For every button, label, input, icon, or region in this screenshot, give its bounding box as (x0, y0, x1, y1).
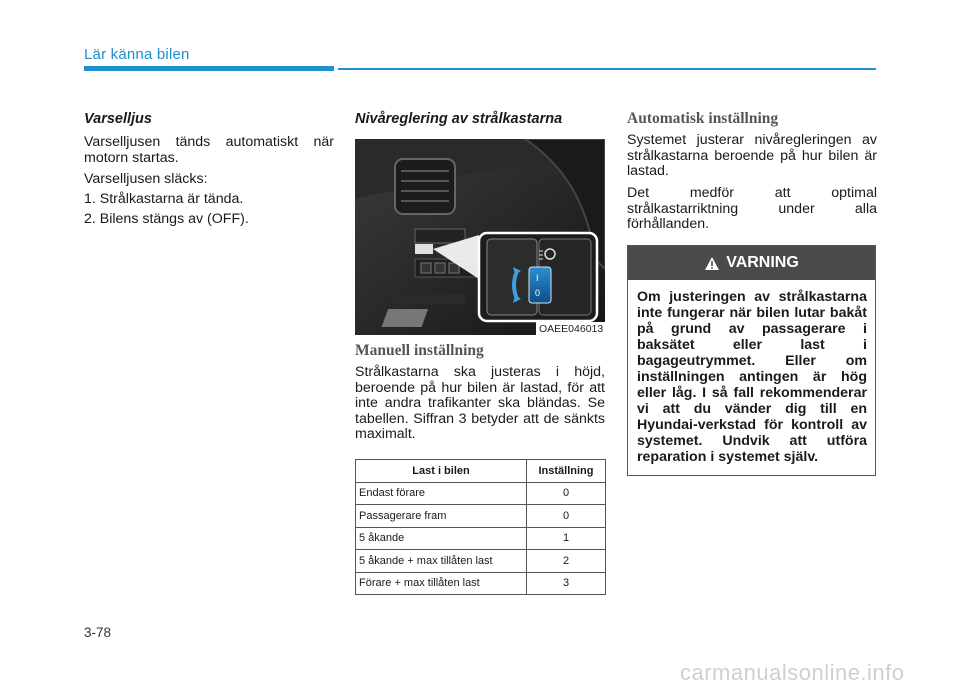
table-row (356, 505, 606, 528)
table-cell: 0 (527, 505, 606, 528)
warning-header (628, 246, 875, 280)
paragraph: Varselljusen tänds automatiskt när motorn startas. (84, 134, 334, 166)
paragraph: Varselljusen släcks: (84, 171, 208, 187)
section-title: Lär känna bilen (84, 46, 190, 63)
table-cell: 1 (527, 527, 606, 550)
header-rule-thin (338, 68, 876, 70)
table-header: Inställning (527, 460, 606, 483)
warning-triangle-icon (704, 256, 720, 271)
svg-text:0: 0 (535, 288, 541, 298)
dashboard-photo (355, 139, 605, 335)
paragraph: Det medför att optimal strålkastarriktning under alla förhållanden. (627, 185, 877, 232)
page-number: 3-78 (84, 625, 112, 640)
image-code: OAEE046013 (536, 322, 606, 336)
warning-title: VARNING (726, 254, 799, 271)
table-cell: Passagerare fram (356, 505, 527, 528)
list-item: 1. Strålkastarna är tända. (84, 191, 244, 207)
table-cell: 5 åkande + max tillåten last (356, 550, 527, 573)
table-cell: Förare + max tillåten last (356, 572, 527, 595)
paragraph: Systemet justerar nivåregleringen av strålkastarna beroende på hur bilen är lastad. (627, 132, 877, 179)
warning-box (627, 245, 876, 476)
heading-varselljus: Varselljus (84, 111, 152, 127)
warning-text: Om justeringen av strålkastarna inte fungerar när bilen lutar bakåt på grund av passagerare i baksätet eller last i bagageutrymmet. Eller om inställningen antingen är hög eller låg. I så fall rekommenderar vi att du vänder dig till en Hyundai-verkstad för kontroll av systemet. Undvik att utföra reparation i systemet själv. (637, 289, 867, 465)
table-cell: 0 (527, 482, 606, 505)
table-row (356, 550, 606, 573)
table-row (356, 527, 606, 550)
subheading-automatic: Automatisk inställning (627, 110, 779, 127)
table-cell: 2 (527, 550, 606, 573)
list-item: 2. Bilens stängs av (OFF). (84, 211, 249, 227)
table-cell: 5 åkande (356, 527, 527, 550)
table-header: Last i bilen (356, 460, 527, 483)
paragraph: Strålkastarna ska justeras i höjd, beroende på hur bilen är lastad, för att inte andra trafikanter ska bländas. Se tabellen. Siffran 3 betyder att de sänkts maximalt. (355, 364, 605, 442)
table-cell: Endast förare (356, 482, 527, 505)
heading-level-control: Nivåreglering av strålkastarna (355, 111, 563, 127)
table-header-row (356, 460, 606, 483)
table-row (356, 482, 606, 505)
table-row (356, 572, 606, 595)
watermark: carmanualsonline.info (680, 660, 905, 685)
subheading-manual: Manuell inställning (355, 342, 484, 359)
svg-text:I: I (536, 273, 539, 283)
load-table (355, 459, 606, 595)
table-cell: 3 (527, 572, 606, 595)
header-rule-thick (84, 66, 334, 71)
